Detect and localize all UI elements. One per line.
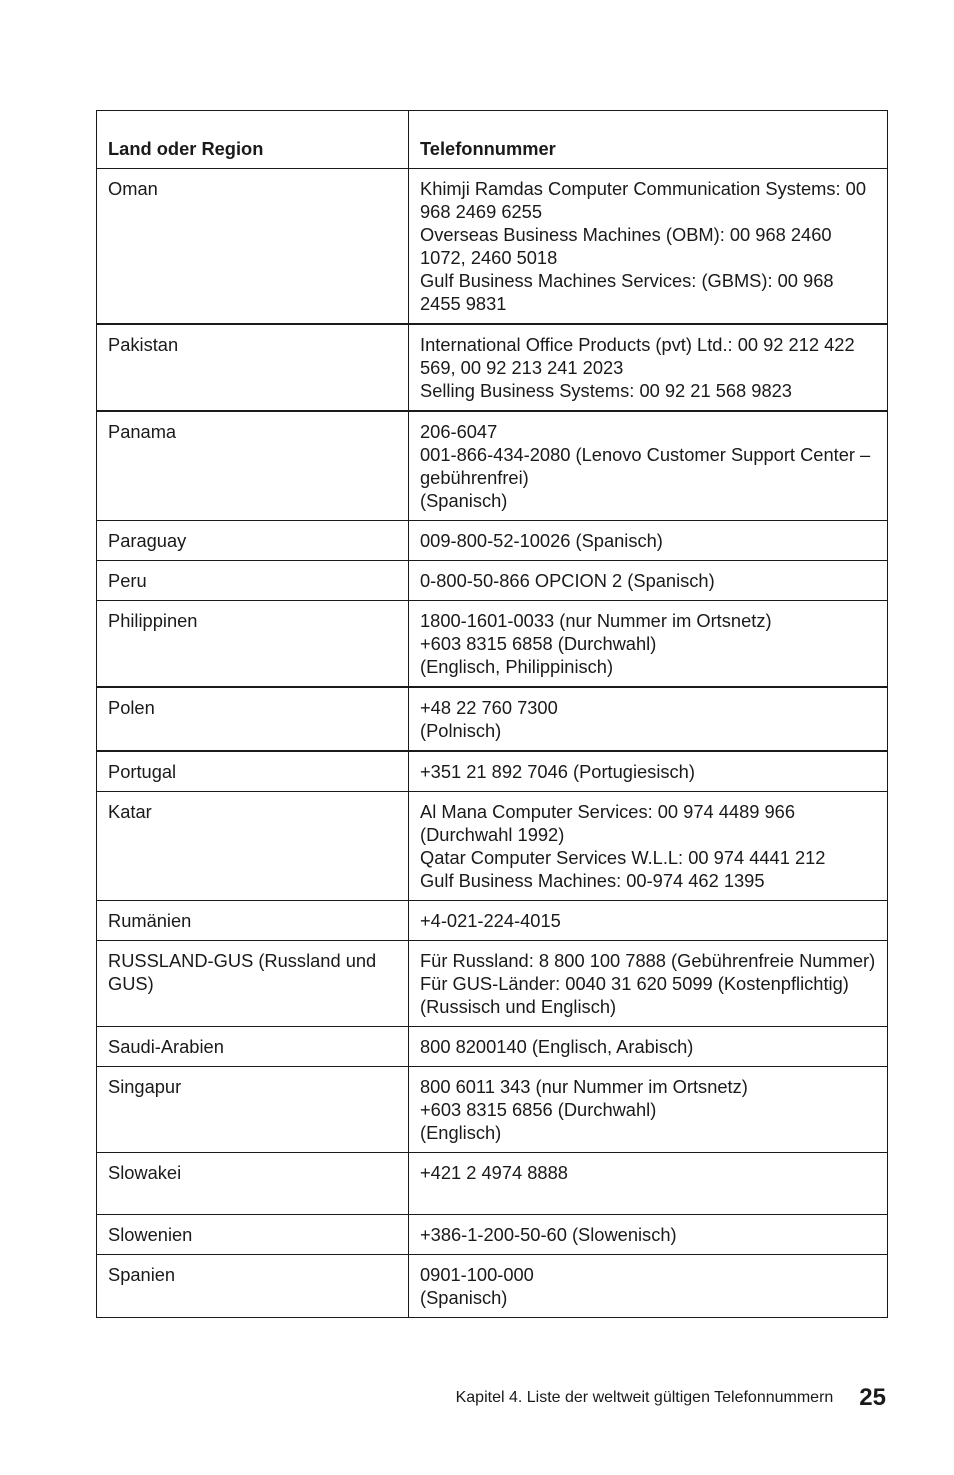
page-footer	[456, 1384, 886, 1412]
phone-cell	[409, 941, 888, 1027]
country-cell: RUSSLAND-GUS (Russland und GUS)	[97, 941, 409, 1027]
phone-line: (Polnisch)	[420, 720, 502, 741]
phone-line: +421 2 4974 8888	[420, 1162, 568, 1183]
phone-line: 800 6011 343 (nur Nummer im Ortsnetz)	[420, 1076, 748, 1097]
phone-line: (Spanisch)	[420, 490, 508, 511]
phone-line: 009-800-52-10026 (Spanisch)	[420, 530, 663, 551]
phone-line: (Russisch und Englisch)	[420, 996, 617, 1017]
country-cell: Portugal	[97, 751, 409, 792]
country-cell: Paraguay	[97, 521, 409, 561]
country-cell: Polen	[97, 687, 409, 751]
table-row	[97, 1027, 888, 1067]
table-row	[97, 521, 888, 561]
phone-line: Al Mana Computer Services: 00 974 4489 966 (Durchwahl 1992)	[420, 801, 795, 845]
phone-line: Gulf Business Machines: 00-974 462 1395	[420, 870, 765, 891]
country-cell: Pakistan	[97, 324, 409, 411]
phone-line: +4-021-224-4015	[420, 910, 561, 931]
header-phone: Telefonnummer	[409, 111, 888, 169]
phone-cell	[409, 601, 888, 688]
country-cell: Katar	[97, 792, 409, 901]
phone-line: +351 21 892 7046 (Portugiesisch)	[420, 761, 695, 782]
phone-line: 1800-1601-0033 (nur Nummer im Ortsnetz)	[420, 610, 772, 631]
phone-number-table	[96, 110, 888, 1318]
phone-line: International Office Products (pvt) Ltd.: 00 92 212 422 569, 00 92 213 241 2023	[420, 334, 855, 378]
table-row	[97, 324, 888, 411]
phone-line: 800 8200140 (Englisch, Arabisch)	[420, 1036, 694, 1057]
table-row	[97, 1215, 888, 1255]
table-header-row	[97, 111, 888, 169]
table-row	[97, 601, 888, 688]
country-cell: Oman	[97, 169, 409, 325]
table-row	[97, 751, 888, 792]
phone-cell	[409, 792, 888, 901]
country-cell: Panama	[97, 411, 409, 521]
country-cell: Rumänien	[97, 901, 409, 941]
header-country: Land oder Region	[97, 111, 409, 169]
table-body	[97, 169, 888, 1318]
phone-line: +603 8315 6856 (Durchwahl)	[420, 1099, 657, 1120]
phone-cell	[409, 1153, 888, 1215]
phone-cell	[409, 901, 888, 941]
phone-line: 206-6047	[420, 421, 498, 442]
page-number: 25	[859, 1384, 886, 1411]
phone-line: Qatar Computer Services W.L.L: 00 974 4441 212	[420, 847, 826, 868]
phone-cell	[409, 521, 888, 561]
phone-line: (Englisch, Philippinisch)	[420, 656, 614, 677]
phone-cell	[409, 169, 888, 325]
phone-line: Overseas Business Machines (OBM): 00 968 2460 1072, 2460 5018	[420, 224, 832, 268]
phone-cell	[409, 687, 888, 751]
phone-line: Khimji Ramdas Computer Communication Systems: 00 968 2469 6255	[420, 178, 867, 222]
phone-line: +603 8315 6858 (Durchwahl)	[420, 633, 657, 654]
table-row	[97, 901, 888, 941]
phone-cell	[409, 1067, 888, 1153]
table-row	[97, 792, 888, 901]
country-cell: Saudi-Arabien	[97, 1027, 409, 1067]
table-row	[97, 1255, 888, 1318]
country-cell: Spanien	[97, 1255, 409, 1318]
phone-cell	[409, 411, 888, 521]
phone-line: Für Russland: 8 800 100 7888 (Gebührenfreie Nummer)	[420, 950, 876, 971]
phone-line: (Englisch)	[420, 1122, 502, 1143]
phone-line: Gulf Business Machines Services: (GBMS): 00 968 2455 9831	[420, 270, 834, 314]
phone-cell	[409, 1255, 888, 1318]
phone-cell	[409, 561, 888, 601]
table-row	[97, 687, 888, 751]
table-row	[97, 411, 888, 521]
phone-line: 0-800-50-866 OPCION 2 (Spanisch)	[420, 570, 715, 591]
country-cell: Singapur	[97, 1067, 409, 1153]
phone-line: 0901-100-000	[420, 1264, 534, 1285]
table-row	[97, 1067, 888, 1153]
table-row	[97, 1153, 888, 1215]
phone-line: Für GUS-Länder: 0040 31 620 5099 (Kostenpflichtig)	[420, 973, 849, 994]
phone-line: +386-1-200-50-60 (Slowenisch)	[420, 1224, 677, 1245]
chapter-title: Kapitel 4. Liste der weltweit gültigen Telefonnummern	[455, 1389, 834, 1406]
phone-line: 001-866-434-2080 (Lenovo Customer Support Center – gebührenfrei)	[420, 444, 871, 488]
phone-cell	[409, 324, 888, 411]
country-cell: Philippinen	[97, 601, 409, 688]
country-cell: Slowakei	[97, 1153, 409, 1215]
phone-cell	[409, 751, 888, 792]
country-cell: Peru	[97, 561, 409, 601]
table-row	[97, 169, 888, 325]
phone-line: (Spanisch)	[420, 1287, 508, 1308]
table-row	[97, 561, 888, 601]
country-cell: Slowenien	[97, 1215, 409, 1255]
table-row	[97, 941, 888, 1027]
phone-cell	[409, 1215, 888, 1255]
phone-line: +48 22 760 7300	[420, 697, 558, 718]
phone-cell	[409, 1027, 888, 1067]
phone-line: Selling Business Systems: 00 92 21 568 9823	[420, 380, 792, 401]
